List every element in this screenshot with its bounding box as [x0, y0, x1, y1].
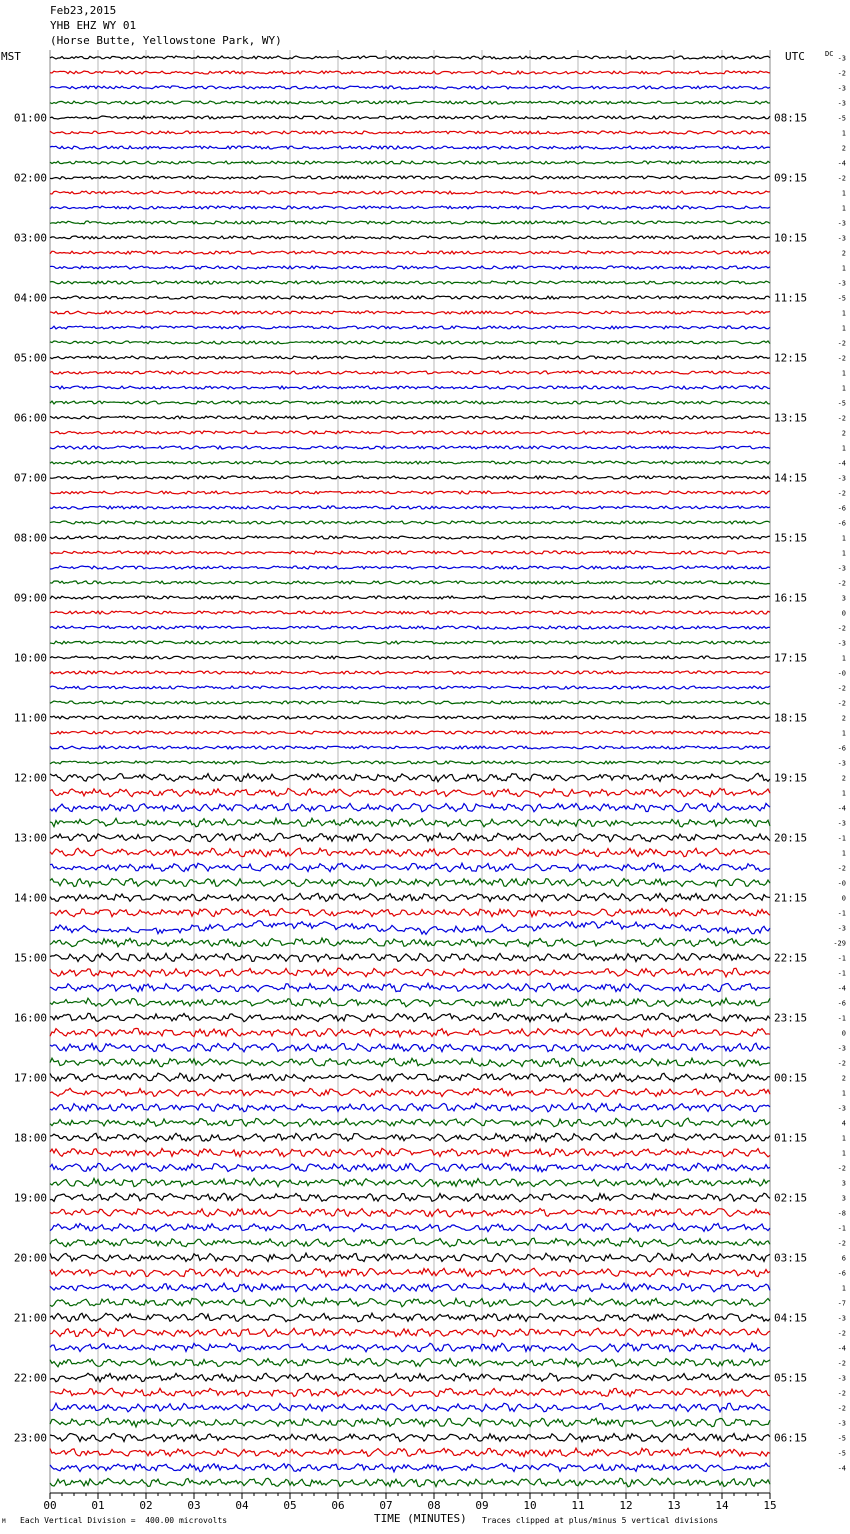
x-tick-label: 11: [571, 1499, 585, 1512]
seismic-trace: [50, 1268, 770, 1276]
seismic-trace: [50, 1313, 770, 1322]
dc-offset-label: -0: [837, 669, 846, 678]
dc-offset-label: -3: [837, 759, 846, 768]
seismic-trace: [50, 803, 770, 812]
seismic-trace: [50, 686, 770, 689]
mst-hour-label: 18:00: [13, 1131, 47, 1145]
seismic-trace: [50, 1298, 770, 1307]
dc-offset-label: 1: [841, 1089, 846, 1098]
mst-hour-label: 02:00: [13, 171, 47, 185]
seismic-trace: [50, 833, 770, 842]
dc-offset-label: 2: [841, 714, 846, 723]
dc-offset-label: 1: [841, 654, 846, 663]
seismic-trace: [50, 341, 770, 344]
right-timezone-label: UTC: [785, 50, 805, 63]
utc-hour-label: 00:15: [774, 1071, 808, 1085]
dc-offset-label: -3: [837, 54, 846, 63]
seismic-trace: [50, 1193, 770, 1202]
mst-hour-label: 08:00: [13, 531, 47, 545]
seismic-trace: [50, 431, 770, 434]
x-tick-label: 04: [235, 1499, 249, 1512]
seismic-trace: [50, 146, 770, 149]
utc-hour-label: 14:15: [774, 471, 808, 485]
dc-offset-label: -2: [837, 684, 846, 693]
dc-offset-label: -5: [837, 1434, 846, 1443]
mst-hour-label: 20:00: [13, 1251, 47, 1265]
dc-offset-label: 1: [841, 1149, 846, 1158]
seismic-trace: [50, 446, 770, 449]
dc-offset-label: -2: [837, 1059, 846, 1068]
dc-offset-label: -4: [837, 1464, 846, 1473]
dc-offset-label: -2: [837, 1164, 846, 1173]
seismic-trace: [50, 1448, 770, 1456]
dc-offset-label: -6: [837, 1269, 846, 1278]
seismic-trace: [50, 536, 770, 539]
seismic-trace: [50, 848, 770, 857]
dc-offset-label: -3: [837, 1374, 846, 1383]
seismic-trace: [50, 1133, 770, 1142]
seismic-trace: [50, 86, 770, 89]
mst-hour-label: 16:00: [13, 1011, 47, 1025]
x-tick-label: 09: [475, 1499, 489, 1512]
mst-hour-label: 10:00: [13, 651, 47, 665]
dc-offset-label: -1: [837, 1224, 846, 1233]
x-tick-label: 01: [91, 1499, 105, 1512]
x-axis-title: TIME (MINUTES): [374, 1512, 467, 1525]
mst-hour-label: 19:00: [13, 1191, 47, 1205]
dc-offset-label: -29: [833, 939, 846, 948]
dc-offset-label: 6: [841, 1254, 846, 1263]
dc-offset-label: 1: [841, 1134, 846, 1143]
seismic-trace: [50, 1103, 770, 1112]
utc-hour-label: 05:15: [774, 1371, 808, 1385]
seismic-trace: [50, 746, 770, 749]
dc-offset-label: -5: [837, 294, 846, 303]
mst-hour-label: 15:00: [13, 951, 47, 965]
mst-hour-label: 22:00: [13, 1371, 47, 1385]
x-tick-label: 08: [427, 1499, 441, 1512]
dc-offset-label: 1: [841, 189, 846, 198]
dc-offset-label: 1: [841, 549, 846, 558]
seismic-trace: [50, 626, 770, 629]
dc-offset-label: -5: [837, 114, 846, 123]
utc-hour-label: 15:15: [774, 531, 808, 545]
utc-hour-label: 12:15: [774, 351, 808, 365]
dc-offset-label: -4: [837, 804, 846, 813]
seismic-trace: [50, 386, 770, 389]
utc-hour-label: 19:15: [774, 771, 808, 785]
seismic-trace: [50, 1028, 770, 1037]
mst-hour-label: 23:00: [13, 1431, 47, 1445]
seismic-trace: [50, 116, 770, 119]
mst-hour-label: 09:00: [13, 591, 47, 605]
dc-offset-label: 1: [841, 444, 846, 453]
seismic-trace: [50, 1223, 770, 1231]
dc-offset-label: 1: [841, 1284, 846, 1293]
seismic-trace: [50, 356, 770, 359]
dc-offset-header: DC: [825, 50, 834, 58]
seismic-trace: [50, 281, 770, 284]
dc-offset-label: -3: [837, 474, 846, 483]
dc-offset-label: -6: [837, 744, 846, 753]
seismic-trace: [50, 1434, 770, 1442]
dc-offset-label: -2: [837, 1404, 846, 1413]
dc-offset-label: -2: [837, 339, 846, 348]
left-timezone-label: MST: [1, 50, 21, 63]
seismic-trace: [50, 1043, 770, 1052]
dc-offset-label: -3: [837, 564, 846, 573]
dc-offset-label: -2: [837, 1359, 846, 1368]
seismic-trace: [50, 671, 770, 674]
seismic-trace: [50, 266, 770, 269]
dc-offset-label: -3: [837, 99, 846, 108]
seismic-trace: [50, 71, 770, 74]
x-tick-label: 15: [763, 1499, 777, 1512]
seismic-trace: [50, 476, 770, 479]
utc-hour-label: 01:15: [774, 1131, 808, 1145]
dc-offset-label: -3: [837, 1044, 846, 1053]
dc-offset-label: -2: [837, 1239, 846, 1248]
dc-offset-label: 2: [841, 1074, 846, 1083]
seismic-trace: [50, 641, 770, 644]
seismic-trace: [50, 251, 770, 254]
seismic-trace: [50, 1418, 770, 1427]
utc-hour-label: 18:15: [774, 711, 808, 725]
seismic-trace: [50, 879, 770, 887]
seismic-trace: [50, 701, 770, 704]
dc-offset-label: 2: [841, 429, 846, 438]
dc-offset-label: -1: [837, 1014, 846, 1023]
utc-hour-label: 16:15: [774, 591, 808, 605]
station-location: (Horse Butte, Yellowstone Park, WY): [50, 34, 282, 47]
dc-offset-label: 0: [841, 894, 846, 903]
dc-offset-label: 1: [841, 264, 846, 273]
seismic-trace: [50, 788, 770, 797]
utc-hour-label: 09:15: [774, 171, 808, 185]
dc-offset-label: 1: [841, 309, 846, 318]
seismic-trace: [50, 938, 770, 947]
x-tick-label: 14: [715, 1499, 729, 1512]
dc-offset-label: 1: [841, 849, 846, 858]
dc-offset-label: -3: [837, 1104, 846, 1113]
seismic-trace: [50, 1148, 770, 1157]
dc-offset-label: -3: [837, 279, 846, 288]
seismic-trace: [50, 1328, 770, 1337]
dc-offset-label: -2: [837, 579, 846, 588]
dc-offset-label: 0: [841, 609, 846, 618]
dc-offset-label: 1: [841, 324, 846, 333]
seismic-trace: [50, 968, 770, 977]
dc-offset-label: -3: [837, 84, 846, 93]
dc-offset-label: -8: [837, 1209, 846, 1218]
dc-offset-label: -6: [837, 999, 846, 1008]
utc-hour-label: 21:15: [774, 891, 808, 905]
utc-hour-label: 13:15: [774, 411, 808, 425]
mst-hour-label: 04:00: [13, 291, 47, 305]
dc-offset-label: -4: [837, 1344, 846, 1353]
seismic-trace: [50, 1178, 770, 1186]
seismic-trace: [50, 176, 770, 179]
utc-hour-label: 17:15: [774, 651, 808, 665]
dc-offset-label: -1: [837, 969, 846, 978]
utc-hour-label: 23:15: [774, 1011, 808, 1025]
seismic-trace: [50, 656, 770, 659]
seismic-trace: [50, 206, 770, 209]
seismic-trace: [50, 596, 770, 599]
mst-hour-label: 11:00: [13, 711, 47, 725]
dc-offset-label: -1: [837, 954, 846, 963]
dc-offset-label: 3: [841, 1179, 846, 1188]
dc-offset-label: -2: [837, 69, 846, 78]
dc-offset-label: -3: [837, 639, 846, 648]
dc-offset-label: -5: [837, 399, 846, 408]
dc-offset-label: 3: [841, 594, 846, 603]
seismic-trace: [50, 731, 770, 734]
x-tick-label: 03: [187, 1499, 201, 1512]
dc-offset-label: 4: [841, 1119, 846, 1128]
seismic-trace: [50, 1343, 770, 1352]
x-tick-label: 07: [379, 1499, 393, 1512]
seismic-trace: [50, 1359, 770, 1367]
dc-offset-label: 1: [841, 384, 846, 393]
dc-offset-label: -2: [837, 864, 846, 873]
seismic-trace: [50, 1403, 770, 1412]
dc-offset-label: 1: [841, 204, 846, 213]
x-tick-label: 13: [667, 1499, 681, 1512]
dc-offset-label: -1: [837, 834, 846, 843]
dc-offset-label: 2: [841, 144, 846, 153]
utc-hour-label: 06:15: [774, 1431, 808, 1445]
utc-hour-label: 11:15: [774, 291, 808, 305]
seismic-trace: [50, 953, 770, 961]
dc-offset-label: -4: [837, 984, 846, 993]
seismic-trace: [50, 893, 770, 901]
x-tick-label: 05: [283, 1499, 297, 1512]
dc-offset-label: -2: [837, 699, 846, 708]
seismic-trace: [50, 1118, 770, 1127]
seismic-trace: [50, 101, 770, 104]
seismic-trace: [50, 1463, 770, 1472]
dc-offset-label: -2: [837, 624, 846, 633]
seismic-trace: [50, 56, 770, 59]
utc-hour-label: 20:15: [774, 831, 808, 845]
dc-offset-label: -5: [837, 1449, 846, 1458]
seismic-trace: [50, 371, 770, 374]
seismic-trace: [50, 1058, 770, 1067]
dc-offset-label: -4: [837, 459, 846, 468]
seismic-trace: [50, 566, 770, 569]
seismic-trace: [50, 1013, 770, 1021]
seismic-trace: [50, 761, 770, 764]
seismic-trace: [50, 611, 770, 614]
x-tick-label: 02: [139, 1499, 153, 1512]
x-tick-label: 06: [331, 1499, 345, 1512]
seismic-trace: [50, 1088, 770, 1096]
dc-offset-label: -3: [837, 1419, 846, 1428]
seismic-trace: [50, 506, 770, 509]
dc-offset-label: 1: [841, 729, 846, 738]
dc-offset-label: -2: [837, 489, 846, 498]
dc-offset-label: -3: [837, 1314, 846, 1323]
mst-hour-label: 03:00: [13, 231, 47, 245]
mst-hour-label: 21:00: [13, 1311, 47, 1325]
mst-hour-label: 17:00: [13, 1071, 47, 1085]
seismic-trace: [50, 161, 770, 164]
seismic-trace: [50, 818, 770, 827]
dc-offset-label: 1: [841, 129, 846, 138]
seismic-trace: [50, 1163, 770, 1172]
dc-offset-label: -3: [837, 234, 846, 243]
utc-hour-label: 08:15: [774, 111, 808, 125]
seismic-trace: [50, 1388, 770, 1396]
dc-offset-label: 2: [841, 249, 846, 258]
dc-offset-label: -3: [837, 924, 846, 933]
seismic-trace: [50, 521, 770, 524]
seismic-trace: [50, 311, 770, 314]
seismic-trace: [50, 296, 770, 299]
x-tick-label: 00: [43, 1499, 57, 1512]
x-tick-label: 10: [523, 1499, 537, 1512]
dc-offset-label: -3: [837, 819, 846, 828]
seismic-trace: [50, 1478, 770, 1487]
dc-offset-label: 1: [841, 369, 846, 378]
utc-hour-label: 03:15: [774, 1251, 808, 1265]
dc-offset-label: 1: [841, 534, 846, 543]
mst-hour-label: 01:00: [13, 111, 47, 125]
dc-offset-label: 0: [841, 1029, 846, 1038]
plot-date: Feb23,2015: [50, 4, 117, 17]
seismic-trace: [50, 581, 770, 584]
seismic-trace: [50, 491, 770, 494]
seismic-trace: [50, 461, 770, 464]
clipping-note: Traces clipped at plus/minus 5 vertical divisions: [482, 1516, 719, 1525]
utc-hour-label: 02:15: [774, 1191, 808, 1205]
seismic-trace: [50, 1073, 770, 1082]
mst-hour-label: 06:00: [13, 411, 47, 425]
dc-offset-label: -2: [837, 354, 846, 363]
mst-hour-label: 13:00: [13, 831, 47, 845]
seismic-trace: [50, 131, 770, 134]
mst-hour-label: 07:00: [13, 471, 47, 485]
seismic-trace: [50, 1238, 770, 1247]
dc-offset-label: -6: [837, 519, 846, 528]
seismic-trace: [50, 863, 770, 872]
station-code: YHB EHZ WY 01: [50, 19, 137, 32]
vertical-scale-note: Each Vertical Division = 400.00 microvolts: [20, 1516, 228, 1525]
mst-hour-label: 12:00: [13, 771, 47, 785]
dc-offset-label: -4: [837, 159, 846, 168]
seismic-trace: [50, 326, 770, 329]
seismic-trace: [50, 998, 770, 1007]
corner-mark: M: [2, 1518, 6, 1525]
seismic-trace: [50, 1208, 770, 1217]
dc-offset-label: -2: [837, 1389, 846, 1398]
dc-offset-label: -1: [837, 909, 846, 918]
seismic-trace: [50, 191, 770, 194]
mst-hour-label: 14:00: [13, 891, 47, 905]
seismic-trace: [50, 221, 770, 224]
seismic-trace: [50, 401, 770, 404]
seismic-trace: [50, 908, 770, 916]
seismic-trace: [50, 416, 770, 419]
dc-offset-label: 2: [841, 774, 846, 783]
utc-hour-label: 04:15: [774, 1311, 808, 1325]
seismic-trace: [50, 1253, 770, 1262]
dc-offset-label: -2: [837, 414, 846, 423]
seismic-trace: [50, 773, 770, 781]
dc-offset-label: 3: [841, 1194, 846, 1203]
utc-hour-label: 10:15: [774, 231, 808, 245]
seismic-trace: [50, 1373, 770, 1382]
seismic-trace: [50, 921, 770, 935]
x-tick-label: 12: [619, 1499, 633, 1512]
mst-hour-label: 05:00: [13, 351, 47, 365]
seismic-trace: [50, 716, 770, 719]
dc-offset-label: -3: [837, 219, 846, 228]
seismic-trace: [50, 551, 770, 554]
dc-offset-label: 1: [841, 789, 846, 798]
dc-offset-label: -2: [837, 174, 846, 183]
seismic-trace: [50, 983, 770, 992]
seismic-trace: [50, 236, 770, 239]
utc-hour-label: 22:15: [774, 951, 808, 965]
dc-offset-label: -0: [837, 879, 846, 888]
seismic-trace: [50, 1283, 770, 1292]
dc-offset-label: -7: [837, 1299, 846, 1308]
dc-offset-label: -6: [837, 504, 846, 513]
dc-offset-label: -2: [837, 1329, 846, 1338]
